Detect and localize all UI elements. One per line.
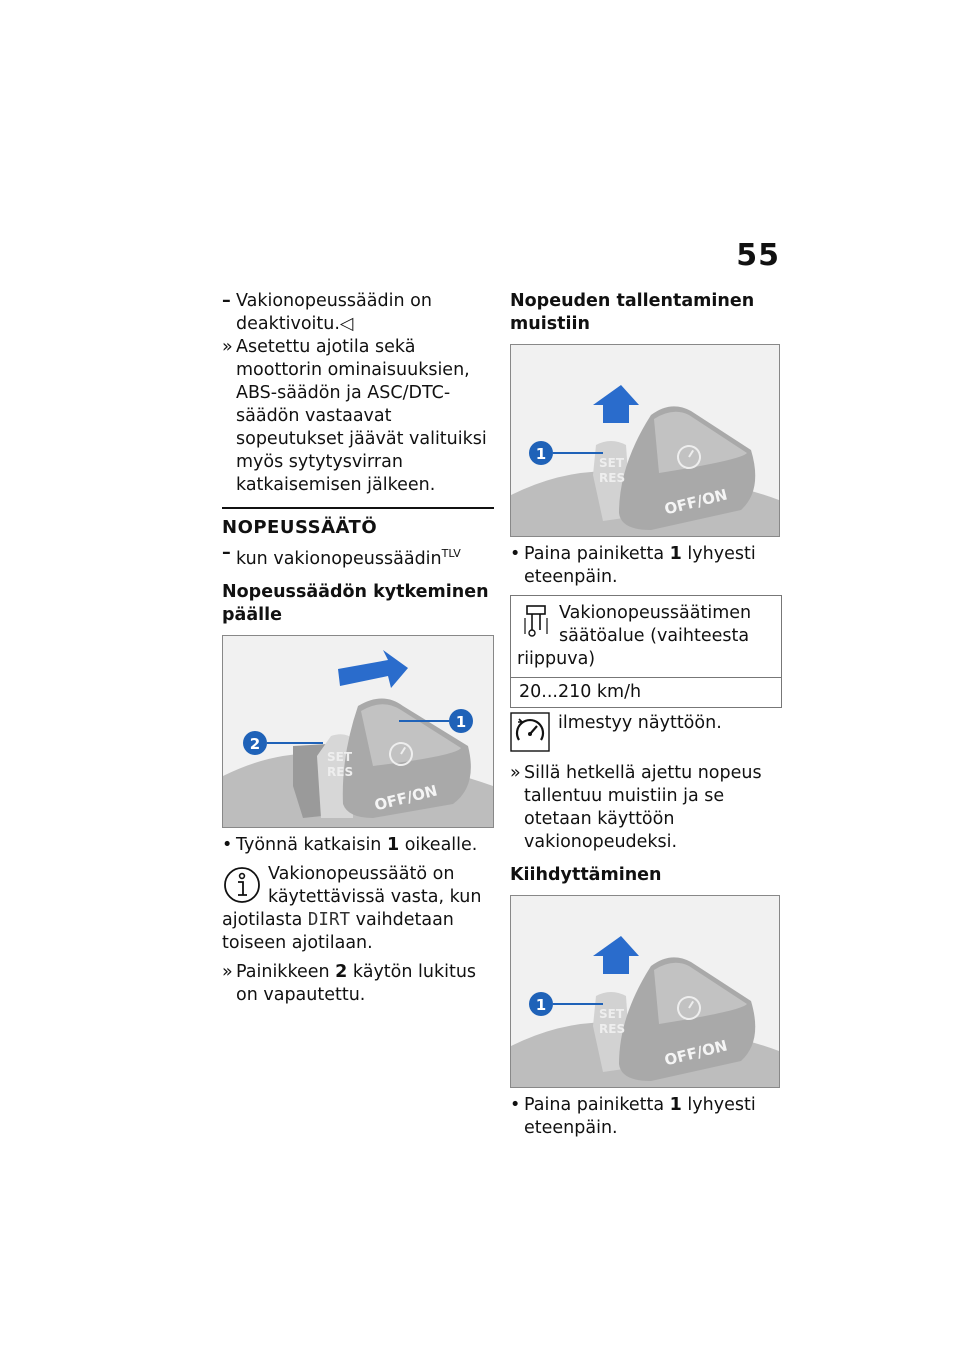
item-text-end: käytön lukitus on vapautettu. (236, 961, 477, 1005)
cruise-switch-illustration (511, 345, 779, 536)
off-on-label: OFF/ON (662, 1036, 730, 1070)
svg-text:1: 1 (535, 445, 547, 463)
figure-switch-forward (510, 895, 780, 1088)
subheading: Nopeussäädön kytkeminen päälle (222, 581, 489, 625)
item-text: Vakionopeussäädin on deaktivoitu. (236, 291, 432, 334)
dash-marker: – (222, 543, 231, 563)
bullet-item (510, 1094, 782, 1140)
bullet-text-end: lyhyesti eteenpäin. (524, 544, 756, 587)
ref-number: 1 (669, 1095, 682, 1115)
res-label: RES (327, 764, 354, 779)
bullet-text: Paina painiketta (524, 1095, 670, 1115)
bullet-text: Paina painiketta (524, 544, 670, 564)
cruise-switch-illustration (511, 896, 779, 1087)
info-note (222, 863, 494, 955)
note-text-end: vaihdetaan toiseen ajotilaan. (222, 909, 454, 953)
display-appears (510, 712, 782, 752)
item-text: Asetettu ajotila sekä moottorin ominaisuuksien, ABS-säädön ja ASC/DTC-säädön vastaavat sopeutukset jäävät valituiksi myös sytytysvirran katkaisemisen jälkeen. (236, 337, 487, 495)
option-code: TLV (441, 547, 461, 560)
set-label: SET (599, 456, 625, 470)
list-item (222, 336, 494, 497)
set-label: SET (327, 749, 353, 764)
off-on-label: OFF/ON (662, 485, 730, 519)
left-column (222, 290, 494, 1007)
result-marker: » (510, 763, 521, 783)
bullet-text-end: lyhyesti eteenpäin. (524, 1095, 756, 1138)
res-label: RES (599, 1022, 626, 1036)
spec-label-row (511, 596, 781, 678)
right-column (510, 290, 782, 1140)
off-on-label: OFF/ON (372, 781, 440, 815)
info-icon (222, 865, 262, 905)
dash-marker: – (222, 291, 231, 311)
end-mark: ◁ (339, 314, 354, 334)
list-item (510, 762, 782, 854)
item-text: Painikkeen (236, 961, 336, 982)
subheading: Nopeuden tallentaminen muistiin (510, 291, 755, 334)
page-number: 55 (736, 238, 780, 273)
section-condition (222, 542, 494, 571)
spec-table (510, 595, 782, 708)
figure-switch-right (222, 635, 494, 828)
ref-number: 1 (386, 834, 400, 855)
list-item (222, 290, 494, 336)
bullet-marker: • (510, 1095, 521, 1115)
gauge-spec-icon (521, 604, 551, 638)
bullet-marker: • (222, 834, 233, 855)
svg-text:1: 1 (535, 996, 547, 1014)
spec-label: Vakionopeussäätimen säätöalue (vaihteesta riippuva) (517, 603, 752, 669)
bullet-item (222, 834, 494, 857)
list-item (222, 961, 494, 1007)
appear-text: ilmestyy näyttöön. (558, 713, 722, 733)
result-marker: » (222, 337, 233, 357)
bullet-text: Työnnä katkaisin (236, 834, 387, 855)
result-marker: » (222, 961, 233, 982)
ride-mode-dirt: DIRT (307, 909, 351, 930)
cruise-switch-illustration (223, 636, 493, 827)
ref-number: 1 (669, 544, 682, 564)
ref-number: 2 (335, 961, 348, 982)
condition-text: kun vakionopeussäädin (236, 548, 442, 569)
figure-switch-forward (510, 344, 780, 537)
item-text: Sillä hetkellä ajettu nopeus tallentuu muistiin ja se otetaan käyttöön vakionopeudeksi. (524, 763, 762, 852)
svg-text:1: 1 (455, 712, 467, 731)
subheading: Kiihdyttäminen (510, 865, 662, 885)
section-title: NOPEUSSÄÄTÖ (222, 507, 494, 538)
set-label: SET (599, 1007, 625, 1021)
bullet-item (510, 543, 782, 589)
spec-value: 20...210 km/h (519, 682, 642, 702)
cruise-control-icon (510, 712, 550, 752)
note-text: Vakionopeussäätö on käytettävissä vasta, kun ajotilasta (222, 863, 482, 930)
svg-text:2: 2 (249, 734, 261, 753)
res-label: RES (599, 471, 626, 485)
bullet-marker: • (510, 544, 521, 564)
bullet-text-end: oikealle. (399, 834, 478, 855)
